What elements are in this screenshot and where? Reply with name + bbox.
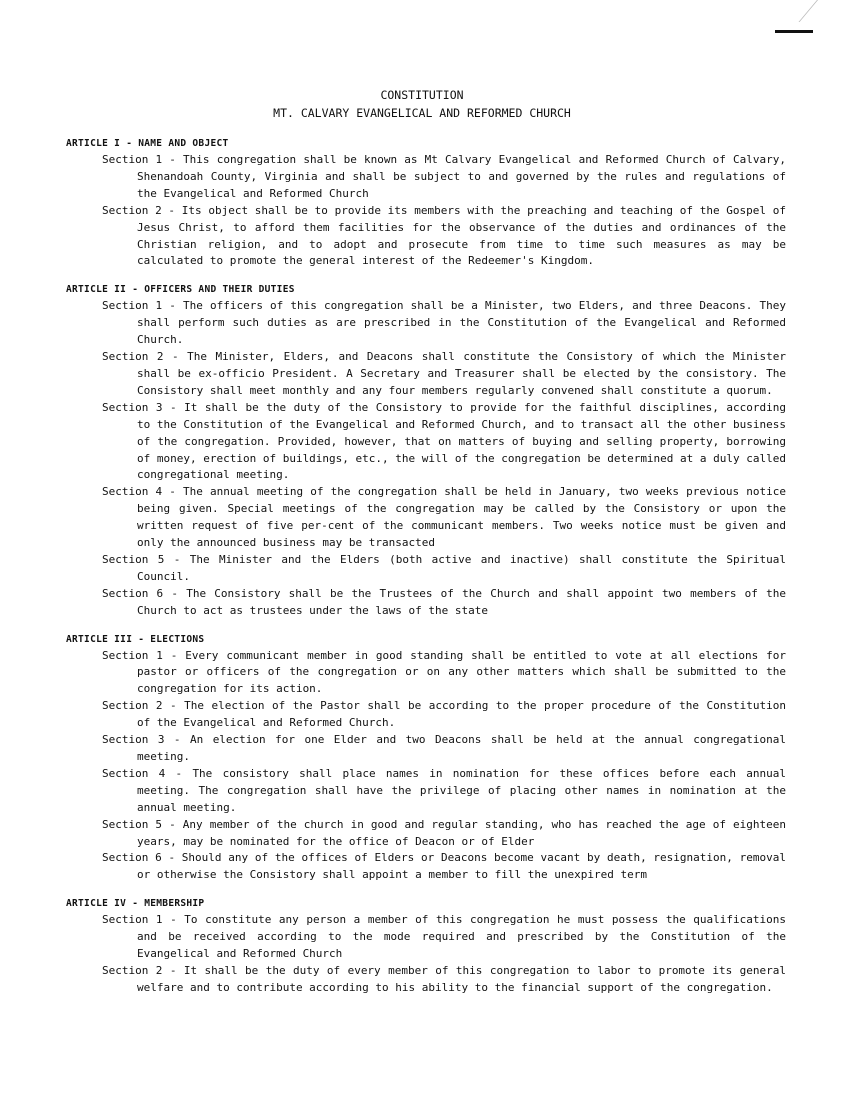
document-header [0, 86, 844, 122]
section-text: Section 3 - It shall be the duty of the Consistory to provide for the faithful disciplines, according to the Constitution of the Evangelical and Reformed Church, and to transact all the other business of the congregation. Provided, however, that on matters of buying and selling property, borrowing of money, erection of buildings, etc., the will of the congregation be determined at a duly called congregational meeting. [102, 400, 787, 482]
document-body [66, 136, 786, 1009]
section-text: Section 1 - To constitute any person a member of this congregation he must possess the qualifications and be received according to the mode required and prescribed by the Constitution of the Evangelical and Reformed Church [102, 913, 786, 961]
section-text: Section 3 - An election for one Elder and two Deacons shall be held at the annual congregational meeting. [102, 733, 786, 763]
section-text: Section 4 - The annual meeting of the congregation shall be held in January, two weeks previous notice being given. Special meetings of the congregation may be called by the Consistory or upon the written request of five per-cent of the communicant members. Two weeks notice must be given and only the announced business may be transacted [102, 485, 786, 550]
article-title: ARTICLE I - NAME AND OBJECT [66, 138, 229, 149]
section-text: Section 6 - The Consistory shall be the Trustees of the Church and shall appoint two members of the Church to act as trustees under the laws of the state [102, 586, 786, 617]
section-text: Section 1 - This congregation shall be known as Mt Calvary Evangelical and Reformed Church of Calvary, Shenandoah County, Virginia and shall be subject to and governed by the rules and regulations of the Evangelical and Reformed Church [102, 153, 786, 200]
article-title: ARTICLE IV - MEMBERSHIP [66, 898, 205, 910]
article-1 [66, 136, 786, 270]
section-text: Section 4 - The consistory shall place names in nomination for these offices before each annual meeting. The congregation shall have the privilege of placing other names in nomination at the annual meeting. [102, 766, 786, 814]
page-corner-mark [799, 0, 844, 22]
page-dash-mark [775, 30, 813, 33]
section-text: Section 1 - The officers of this congregation shall be a Minister, two Elders, and three Deacons. They shall perform such duties as are prescribed in the Constitution of the Evangelical and Reformed Church. [102, 299, 786, 347]
section-text: Section 6 - Should any of the offices of Elders or Deacons become vacant by death, resignation, removal or otherwise the Consistory shall appoint a member to fill the unexpired term [102, 851, 786, 882]
section-text: Section 1 - Every communicant member in good standing shall be entitled to vote at all elections for pastor or officers of the congregation or on any other matters which shall be submitted to the congregation for its action. [102, 648, 786, 696]
section-text: Section 2 - The Minister, Elders, and Deacons shall constitute the Consistory of which the Minister shall be ex-officio President. A Secretary and Treasurer shall be elected by the consistory. The Consistory shall meet monthly and any four members regularly convened shall constitute a quorum. [102, 350, 786, 397]
section-text: Section 2 - It shall be the duty of every member of this congregation to labor to promote its general welfare and to contribute according to his ability to the financial support of the congregation. [102, 963, 786, 994]
article-2 [66, 282, 786, 619]
article-title: ARTICLE II - OFFICERS AND THEIR DUTIES [66, 284, 295, 296]
article-title: ARTICLE III - ELECTIONS [66, 633, 205, 645]
article-4 [66, 896, 786, 997]
section-text: Section 5 - Any member of the church in good and regular standing, who has reached the age of eighteen years, may be nominated for the office of Deacon or of Elder [102, 817, 786, 848]
section-text: Section 2 - Its object shall be to provide its members with the preaching and teaching of the Gospel of Jesus Christ, to afford them facilities for the observance of the duties and ordinances of the Christian religion, and to adopt and prosecute from time to time such measures as may be calculated to promote the general interest of the Redeemer's Kingdom. [102, 203, 786, 268]
article-3 [66, 632, 786, 885]
document-title: CONSTITUTION [380, 88, 464, 102]
section-text: Section 2 - The election of the Pastor shall be according to the proper procedure of the Constitution of the Evangelical and Reformed Church. [102, 699, 786, 730]
section-text: Section 5 - The Minister and the Elders (both active and inactive) shall constitute the Spiritual Council. [102, 552, 786, 583]
document-subtitle: MT. CALVARY EVANGELICAL AND REFORMED CHURCH [273, 106, 571, 120]
